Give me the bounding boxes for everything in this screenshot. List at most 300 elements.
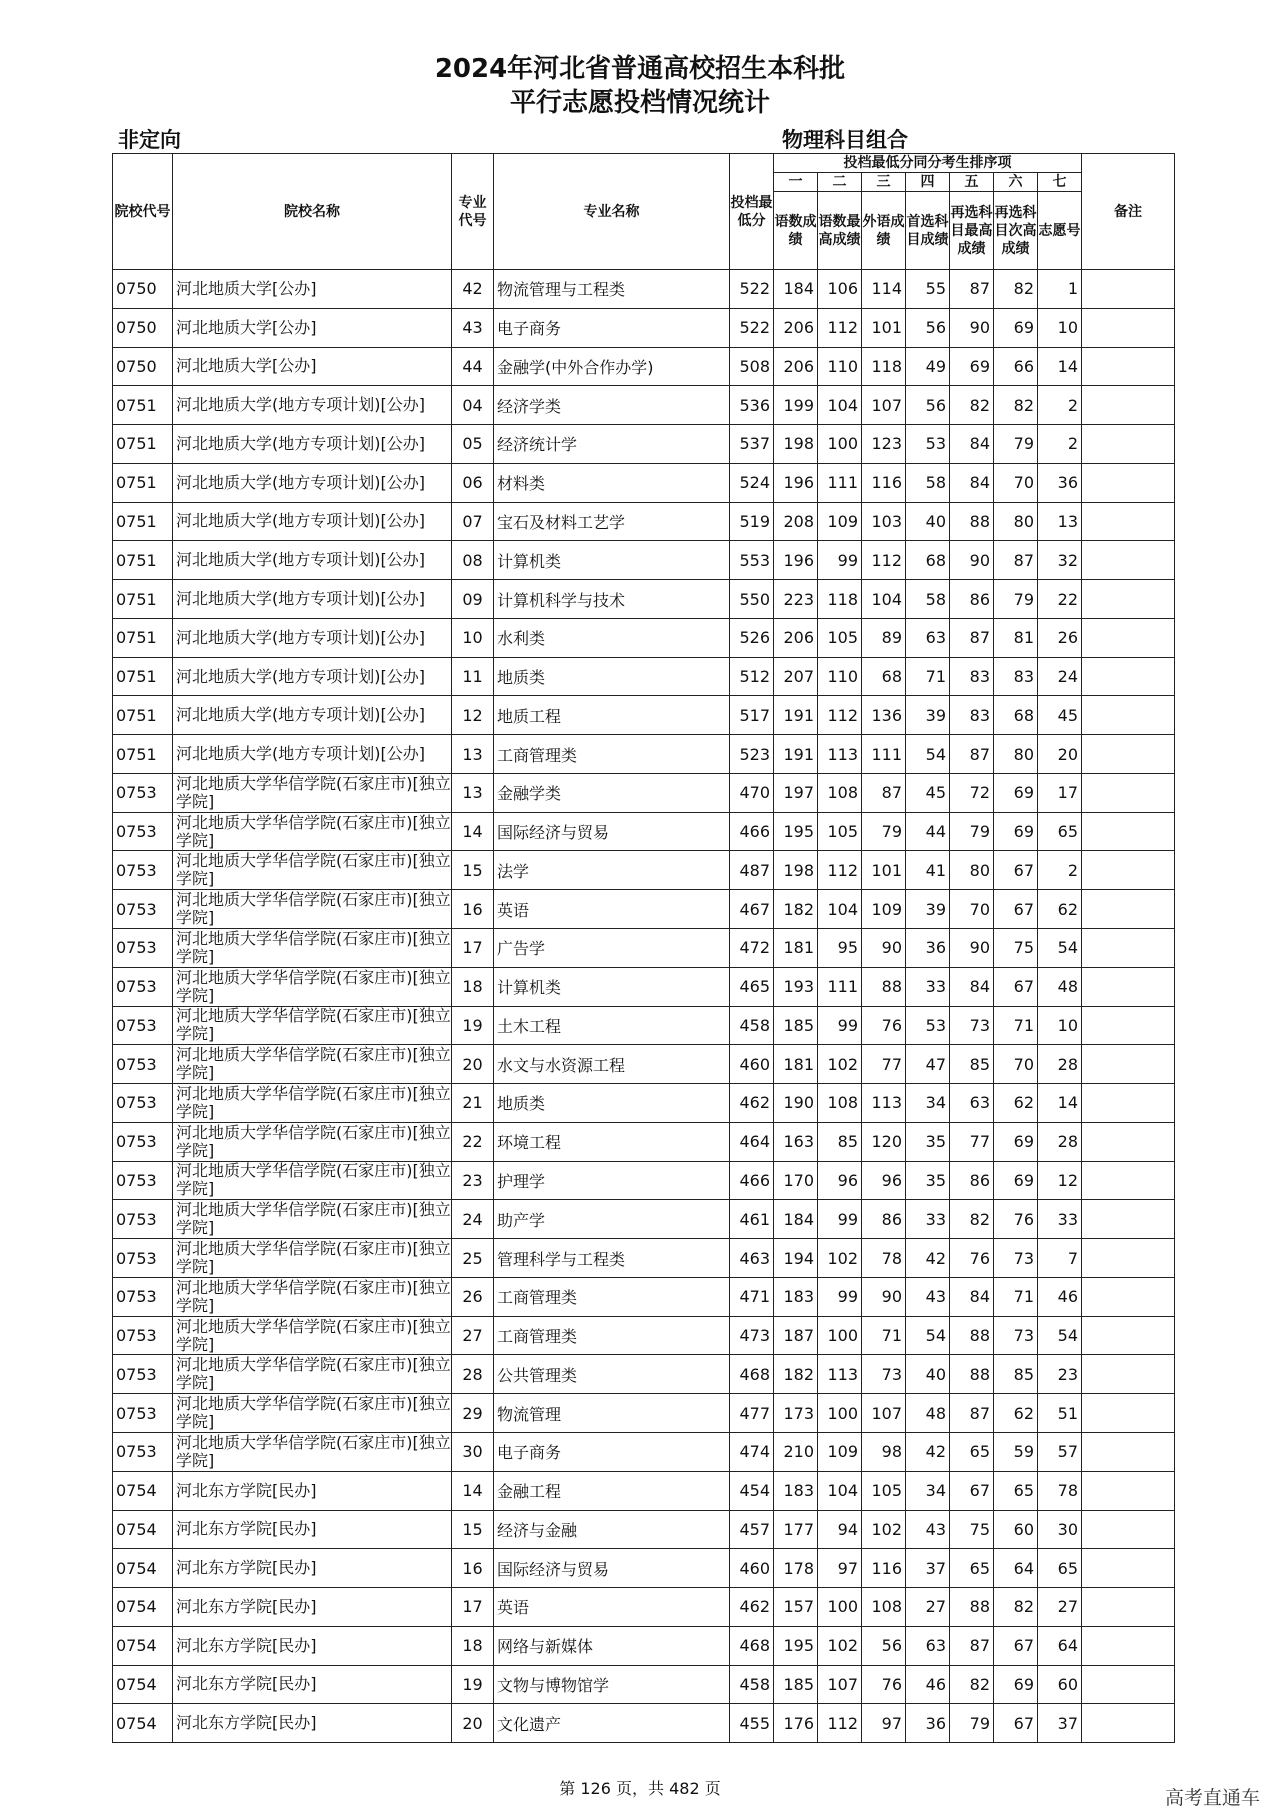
table-row <box>113 580 1175 619</box>
rank-value-cell: 100 <box>818 1394 862 1433</box>
major-name-cell: 计算机科学与技术 <box>494 580 730 619</box>
rank-value-cell: 83 <box>994 657 1038 696</box>
school-code-cell: 0751 <box>113 425 173 464</box>
rank-value-cell: 102 <box>818 1045 862 1084</box>
rank-value-cell: 82 <box>994 1588 1038 1627</box>
rank-value-cell: 59 <box>994 1432 1038 1471</box>
major-code-cell: 29 <box>452 1394 494 1433</box>
rank-value-cell: 88 <box>950 1316 994 1355</box>
rank-value-cell: 80 <box>994 502 1038 541</box>
rank-value-cell: 113 <box>818 735 862 774</box>
table-row <box>113 1277 1175 1316</box>
major-code-cell: 13 <box>452 735 494 774</box>
major-code-cell: 24 <box>452 1200 494 1239</box>
school-code-cell: 0751 <box>113 463 173 502</box>
school-name-cell: 河北地质大学华信学院(石家庄市)[独立学院] <box>173 1277 452 1316</box>
rank-value-cell: 46 <box>1038 1277 1082 1316</box>
major-name-cell: 宝石及材料工艺学 <box>494 502 730 541</box>
rank-value-cell: 82 <box>950 386 994 425</box>
school-code-cell: 0753 <box>113 851 173 890</box>
major-name-cell: 文物与博物馆学 <box>494 1665 730 1704</box>
rank-value-cell: 84 <box>950 967 994 1006</box>
header-rank-subcol: 再选科目最高成绩 <box>950 192 994 270</box>
table-row <box>113 1432 1175 1471</box>
table-row <box>113 1006 1175 1045</box>
rank-value-cell: 100 <box>818 1316 862 1355</box>
table-row <box>113 890 1175 929</box>
rank-value-cell: 193 <box>774 967 818 1006</box>
school-code-cell: 0751 <box>113 580 173 619</box>
remark-cell <box>1082 1239 1175 1278</box>
rank-value-cell: 90 <box>950 308 994 347</box>
min-score-cell: 458 <box>730 1665 774 1704</box>
rank-value-cell: 33 <box>1038 1200 1082 1239</box>
school-code-cell: 0754 <box>113 1626 173 1665</box>
rank-value-cell: 199 <box>774 386 818 425</box>
rank-value-cell: 191 <box>774 735 818 774</box>
header-min-score: 投档最低分 <box>730 154 774 270</box>
school-name-cell: 河北地质大学[公办] <box>173 308 452 347</box>
rank-value-cell: 104 <box>818 386 862 425</box>
rank-value-cell: 86 <box>862 1200 906 1239</box>
remark-cell <box>1082 1045 1175 1084</box>
rank-value-cell: 87 <box>950 1394 994 1433</box>
school-code-cell: 0754 <box>113 1588 173 1627</box>
table-row <box>113 270 1175 309</box>
rank-value-cell: 36 <box>906 929 950 968</box>
major-code-cell: 21 <box>452 1084 494 1123</box>
rank-value-cell: 30 <box>1038 1510 1082 1549</box>
table-row <box>113 1626 1175 1665</box>
table-row <box>113 1471 1175 1510</box>
rank-value-cell: 196 <box>774 463 818 502</box>
min-score-cell: 473 <box>730 1316 774 1355</box>
rank-value-cell: 34 <box>906 1084 950 1123</box>
rank-value-cell: 87 <box>994 541 1038 580</box>
rank-value-cell: 40 <box>906 502 950 541</box>
rank-value-cell: 163 <box>774 1122 818 1161</box>
rank-value-cell: 102 <box>862 1510 906 1549</box>
rank-value-cell: 78 <box>862 1239 906 1278</box>
school-code-cell: 0750 <box>113 308 173 347</box>
rank-value-cell: 54 <box>1038 1316 1082 1355</box>
rank-value-cell: 62 <box>994 1084 1038 1123</box>
rank-value-cell: 105 <box>818 812 862 851</box>
major-code-cell: 25 <box>452 1239 494 1278</box>
major-name-cell: 国际经济与贸易 <box>494 812 730 851</box>
rank-value-cell: 57 <box>1038 1432 1082 1471</box>
rank-value-cell: 95 <box>818 929 862 968</box>
rank-value-cell: 12 <box>1038 1161 1082 1200</box>
major-name-cell: 英语 <box>494 1588 730 1627</box>
major-name-cell: 经济与金融 <box>494 1510 730 1549</box>
table-row <box>113 386 1175 425</box>
rank-value-cell: 42 <box>906 1432 950 1471</box>
major-name-cell: 管理科学与工程类 <box>494 1239 730 1278</box>
min-score-cell: 471 <box>730 1277 774 1316</box>
rank-value-cell: 182 <box>774 1355 818 1394</box>
rank-value-cell: 104 <box>862 580 906 619</box>
table-row <box>113 1200 1175 1239</box>
rank-value-cell: 97 <box>862 1704 906 1743</box>
rank-value-cell: 22 <box>1038 580 1082 619</box>
header-rank-subcol: 志愿号 <box>1038 192 1082 270</box>
table-row <box>113 1549 1175 1588</box>
major-code-cell: 13 <box>452 773 494 812</box>
min-score-cell: 512 <box>730 657 774 696</box>
major-name-cell: 广告学 <box>494 929 730 968</box>
major-name-cell: 网络与新媒体 <box>494 1626 730 1665</box>
rank-value-cell: 94 <box>818 1510 862 1549</box>
table-row <box>113 541 1175 580</box>
rank-value-cell: 100 <box>818 1588 862 1627</box>
watermark: 高考直通车 <box>1164 1787 1260 1809</box>
school-name-cell: 河北地质大学(地方专项计划)[公办] <box>173 502 452 541</box>
rank-value-cell: 69 <box>994 1665 1038 1704</box>
major-name-cell: 物流管理 <box>494 1394 730 1433</box>
rank-value-cell: 67 <box>994 890 1038 929</box>
rank-value-cell: 67 <box>994 851 1038 890</box>
table-row <box>113 1316 1175 1355</box>
remark-cell <box>1082 657 1175 696</box>
rank-value-cell: 79 <box>862 812 906 851</box>
school-code-cell: 0751 <box>113 657 173 696</box>
rank-value-cell: 66 <box>994 347 1038 386</box>
rank-value-cell: 90 <box>950 929 994 968</box>
rank-value-cell: 97 <box>818 1549 862 1588</box>
min-score-cell: 462 <box>730 1588 774 1627</box>
major-name-cell: 法学 <box>494 851 730 890</box>
rank-value-cell: 79 <box>950 1704 994 1743</box>
rank-value-cell: 157 <box>774 1588 818 1627</box>
min-score-cell: 466 <box>730 1161 774 1200</box>
rank-value-cell: 58 <box>906 463 950 502</box>
major-code-cell: 44 <box>452 347 494 386</box>
major-name-cell: 金融学类 <box>494 773 730 812</box>
rank-value-cell: 53 <box>906 425 950 464</box>
major-code-cell: 18 <box>452 967 494 1006</box>
rank-value-cell: 170 <box>774 1161 818 1200</box>
remark-cell <box>1082 1006 1175 1045</box>
min-score-cell: 466 <box>730 812 774 851</box>
remark-cell <box>1082 1510 1175 1549</box>
major-code-cell: 05 <box>452 425 494 464</box>
rank-value-cell: 85 <box>950 1045 994 1084</box>
rank-value-cell: 73 <box>862 1355 906 1394</box>
rank-value-cell: 73 <box>994 1316 1038 1355</box>
remark-cell <box>1082 386 1175 425</box>
school-name-cell: 河北地质大学(地方专项计划)[公办] <box>173 696 452 735</box>
min-score-cell: 461 <box>730 1200 774 1239</box>
major-code-cell: 17 <box>452 929 494 968</box>
rank-value-cell: 70 <box>994 1045 1038 1084</box>
rank-value-cell: 68 <box>994 696 1038 735</box>
rank-value-cell: 181 <box>774 1045 818 1084</box>
major-code-cell: 08 <box>452 541 494 580</box>
school-name-cell: 河北地质大学(地方专项计划)[公办] <box>173 735 452 774</box>
table-row <box>113 773 1175 812</box>
remark-cell <box>1082 1084 1175 1123</box>
major-code-cell: 26 <box>452 1277 494 1316</box>
min-score-cell: 460 <box>730 1549 774 1588</box>
school-code-cell: 0750 <box>113 347 173 386</box>
rank-value-cell: 102 <box>818 1239 862 1278</box>
major-code-cell: 12 <box>452 696 494 735</box>
rank-value-cell: 112 <box>818 851 862 890</box>
rank-value-cell: 82 <box>994 270 1038 309</box>
school-code-cell: 0753 <box>113 1122 173 1161</box>
school-code-cell: 0754 <box>113 1471 173 1510</box>
school-name-cell: 河北地质大学[公办] <box>173 347 452 386</box>
school-code-cell: 0754 <box>113 1549 173 1588</box>
header-rank-subcol: 首选科目成绩 <box>906 192 950 270</box>
rank-value-cell: 111 <box>862 735 906 774</box>
rank-value-cell: 65 <box>950 1432 994 1471</box>
rank-value-cell: 71 <box>862 1316 906 1355</box>
major-name-cell: 金融学(中外合作办学) <box>494 347 730 386</box>
rank-value-cell: 96 <box>862 1161 906 1200</box>
rank-value-cell: 47 <box>906 1045 950 1084</box>
table-row <box>113 1239 1175 1278</box>
remark-cell <box>1082 618 1175 657</box>
school-name-cell: 河北地质大学(地方专项计划)[公办] <box>173 618 452 657</box>
rank-value-cell: 17 <box>1038 773 1082 812</box>
rank-value-cell: 37 <box>1038 1704 1082 1743</box>
min-score-cell: 472 <box>730 929 774 968</box>
min-score-cell: 524 <box>730 463 774 502</box>
major-name-cell: 工商管理类 <box>494 1316 730 1355</box>
rank-value-cell: 82 <box>994 386 1038 425</box>
major-code-cell: 20 <box>452 1045 494 1084</box>
rank-value-cell: 65 <box>950 1549 994 1588</box>
rank-value-cell: 100 <box>818 425 862 464</box>
school-name-cell: 河北地质大学华信学院(石家庄市)[独立学院] <box>173 1394 452 1433</box>
rank-value-cell: 194 <box>774 1239 818 1278</box>
page-title: 2024年河北省普通高校招生本科批 <box>434 54 846 84</box>
major-code-cell: 06 <box>452 463 494 502</box>
rank-value-cell: 190 <box>774 1084 818 1123</box>
rank-value-cell: 63 <box>906 618 950 657</box>
rank-value-cell: 112 <box>818 1704 862 1743</box>
rank-value-cell: 69 <box>994 1161 1038 1200</box>
remark-cell <box>1082 1626 1175 1665</box>
major-name-cell: 水文与水资源工程 <box>494 1045 730 1084</box>
rank-value-cell: 37 <box>906 1549 950 1588</box>
table-row <box>113 1394 1175 1433</box>
rank-value-cell: 87 <box>950 270 994 309</box>
header-rank-subcol: 语数最高成绩 <box>818 192 862 270</box>
rank-value-cell: 82 <box>950 1200 994 1239</box>
rank-value-cell: 101 <box>862 308 906 347</box>
table-row <box>113 463 1175 502</box>
rank-value-cell: 112 <box>818 696 862 735</box>
rank-value-cell: 198 <box>774 851 818 890</box>
table-row <box>113 735 1175 774</box>
major-name-cell: 护理学 <box>494 1161 730 1200</box>
school-name-cell: 河北东方学院[民办] <box>173 1588 452 1627</box>
major-code-cell: 15 <box>452 851 494 890</box>
rank-value-cell: 67 <box>994 1626 1038 1665</box>
rank-value-cell: 63 <box>906 1626 950 1665</box>
rank-value-cell: 88 <box>950 1355 994 1394</box>
table-row <box>113 1355 1175 1394</box>
table-row <box>113 812 1175 851</box>
major-code-cell: 09 <box>452 580 494 619</box>
rank-value-cell: 118 <box>862 347 906 386</box>
school-name-cell: 河北地质大学(地方专项计划)[公办] <box>173 463 452 502</box>
school-code-cell: 0753 <box>113 1432 173 1471</box>
rank-value-cell: 26 <box>1038 618 1082 657</box>
rank-value-cell: 39 <box>906 696 950 735</box>
rank-value-cell: 48 <box>1038 967 1082 1006</box>
rank-value-cell: 98 <box>862 1432 906 1471</box>
major-name-cell: 工商管理类 <box>494 1277 730 1316</box>
min-score-cell: 464 <box>730 1122 774 1161</box>
rank-value-cell: 73 <box>950 1006 994 1045</box>
header-rank-subcol: 外语成绩 <box>862 192 906 270</box>
min-score-cell: 458 <box>730 1006 774 1045</box>
major-code-cell: 14 <box>452 812 494 851</box>
remark-cell <box>1082 851 1175 890</box>
min-score-cell: 519 <box>730 502 774 541</box>
rank-value-cell: 10 <box>1038 1006 1082 1045</box>
remark-cell <box>1082 735 1175 774</box>
rank-value-cell: 54 <box>906 1316 950 1355</box>
remark-cell <box>1082 1471 1175 1510</box>
rank-value-cell: 105 <box>862 1471 906 1510</box>
rank-value-cell: 109 <box>818 1432 862 1471</box>
rank-value-cell: 24 <box>1038 657 1082 696</box>
min-score-cell: 455 <box>730 1704 774 1743</box>
rank-value-cell: 79 <box>994 580 1038 619</box>
rank-value-cell: 112 <box>862 541 906 580</box>
rank-value-cell: 176 <box>774 1704 818 1743</box>
rank-value-cell: 108 <box>818 1084 862 1123</box>
min-score-cell: 465 <box>730 967 774 1006</box>
rank-value-cell: 73 <box>994 1239 1038 1278</box>
table-row <box>113 1704 1175 1743</box>
major-name-cell: 英语 <box>494 890 730 929</box>
rank-value-cell: 103 <box>862 502 906 541</box>
school-code-cell: 0753 <box>113 1084 173 1123</box>
rank-value-cell: 183 <box>774 1277 818 1316</box>
major-code-cell: 15 <box>452 1510 494 1549</box>
rank-value-cell: 36 <box>906 1704 950 1743</box>
rank-value-cell: 69 <box>994 812 1038 851</box>
rank-value-cell: 27 <box>1038 1588 1082 1627</box>
school-name-cell: 河北地质大学(地方专项计划)[公办] <box>173 425 452 464</box>
min-score-cell: 487 <box>730 851 774 890</box>
school-name-cell: 河北地质大学华信学院(石家庄市)[独立学院] <box>173 1045 452 1084</box>
remark-cell <box>1082 270 1175 309</box>
header-major-name: 专业名称 <box>494 154 730 270</box>
rank-value-cell: 116 <box>862 1549 906 1588</box>
min-score-cell: 467 <box>730 890 774 929</box>
major-code-cell: 23 <box>452 1161 494 1200</box>
major-code-cell: 07 <box>452 502 494 541</box>
rank-value-cell: 96 <box>818 1161 862 1200</box>
rank-value-cell: 210 <box>774 1432 818 1471</box>
rank-value-cell: 33 <box>906 967 950 1006</box>
rank-value-cell: 113 <box>818 1355 862 1394</box>
rank-value-cell: 86 <box>950 1161 994 1200</box>
rank-value-cell: 111 <box>818 463 862 502</box>
rank-value-cell: 54 <box>906 735 950 774</box>
rank-value-cell: 197 <box>774 773 818 812</box>
major-name-cell: 经济学类 <box>494 386 730 425</box>
rank-value-cell: 33 <box>906 1200 950 1239</box>
school-code-cell: 0751 <box>113 696 173 735</box>
header-rank-col: 二 <box>818 173 862 192</box>
rank-value-cell: 14 <box>1038 347 1082 386</box>
school-name-cell: 河北地质大学华信学院(石家庄市)[独立学院] <box>173 773 452 812</box>
rank-value-cell: 84 <box>950 425 994 464</box>
rank-value-cell: 99 <box>818 541 862 580</box>
rank-value-cell: 102 <box>818 1626 862 1665</box>
school-name-cell: 河北地质大学华信学院(石家庄市)[独立学院] <box>173 1084 452 1123</box>
remark-cell <box>1082 1588 1175 1627</box>
rank-value-cell: 69 <box>994 1122 1038 1161</box>
rank-value-cell: 71 <box>994 1277 1038 1316</box>
rank-value-cell: 40 <box>906 1355 950 1394</box>
table-row <box>113 696 1175 735</box>
rank-value-cell: 69 <box>994 773 1038 812</box>
rank-value-cell: 110 <box>818 657 862 696</box>
rank-value-cell: 68 <box>862 657 906 696</box>
remark-cell <box>1082 1355 1175 1394</box>
rank-value-cell: 67 <box>994 967 1038 1006</box>
rank-value-cell: 28 <box>1038 1045 1082 1084</box>
rank-value-cell: 198 <box>774 425 818 464</box>
min-score-cell: 553 <box>730 541 774 580</box>
rank-value-cell: 185 <box>774 1665 818 1704</box>
major-name-cell: 公共管理类 <box>494 1355 730 1394</box>
remark-cell <box>1082 890 1175 929</box>
rank-value-cell: 78 <box>1038 1471 1082 1510</box>
rank-value-cell: 65 <box>994 1471 1038 1510</box>
rank-value-cell: 76 <box>994 1200 1038 1239</box>
rank-value-cell: 69 <box>950 347 994 386</box>
major-code-cell: 22 <box>452 1122 494 1161</box>
header-school-code: 院校代号 <box>113 154 173 270</box>
major-name-cell: 材料类 <box>494 463 730 502</box>
header-remark: 备注 <box>1082 154 1175 270</box>
rank-value-cell: 206 <box>774 347 818 386</box>
remark-cell <box>1082 929 1175 968</box>
header-rank-col: 四 <box>906 173 950 192</box>
school-code-cell: 0753 <box>113 773 173 812</box>
rank-value-cell: 183 <box>774 1471 818 1510</box>
rank-value-cell: 84 <box>950 1277 994 1316</box>
rank-value-cell: 86 <box>950 580 994 619</box>
min-score-cell: 536 <box>730 386 774 425</box>
header-rank-col: 五 <box>950 173 994 192</box>
rank-value-cell: 195 <box>774 812 818 851</box>
min-score-cell: 457 <box>730 1510 774 1549</box>
major-name-cell: 文化遗产 <box>494 1704 730 1743</box>
page-number: 第 126 页，共 482 页 <box>559 1779 721 1798</box>
major-code-cell: 27 <box>452 1316 494 1355</box>
rank-value-cell: 72 <box>950 773 994 812</box>
table-row <box>113 967 1175 1006</box>
remark-cell <box>1082 812 1175 851</box>
major-code-cell: 28 <box>452 1355 494 1394</box>
rank-value-cell: 2 <box>1038 425 1082 464</box>
header-rank-col: 三 <box>862 173 906 192</box>
school-name-cell: 河北地质大学华信学院(石家庄市)[独立学院] <box>173 1122 452 1161</box>
school-name-cell: 河北地质大学华信学院(石家庄市)[独立学院] <box>173 1316 452 1355</box>
min-score-cell: 523 <box>730 735 774 774</box>
